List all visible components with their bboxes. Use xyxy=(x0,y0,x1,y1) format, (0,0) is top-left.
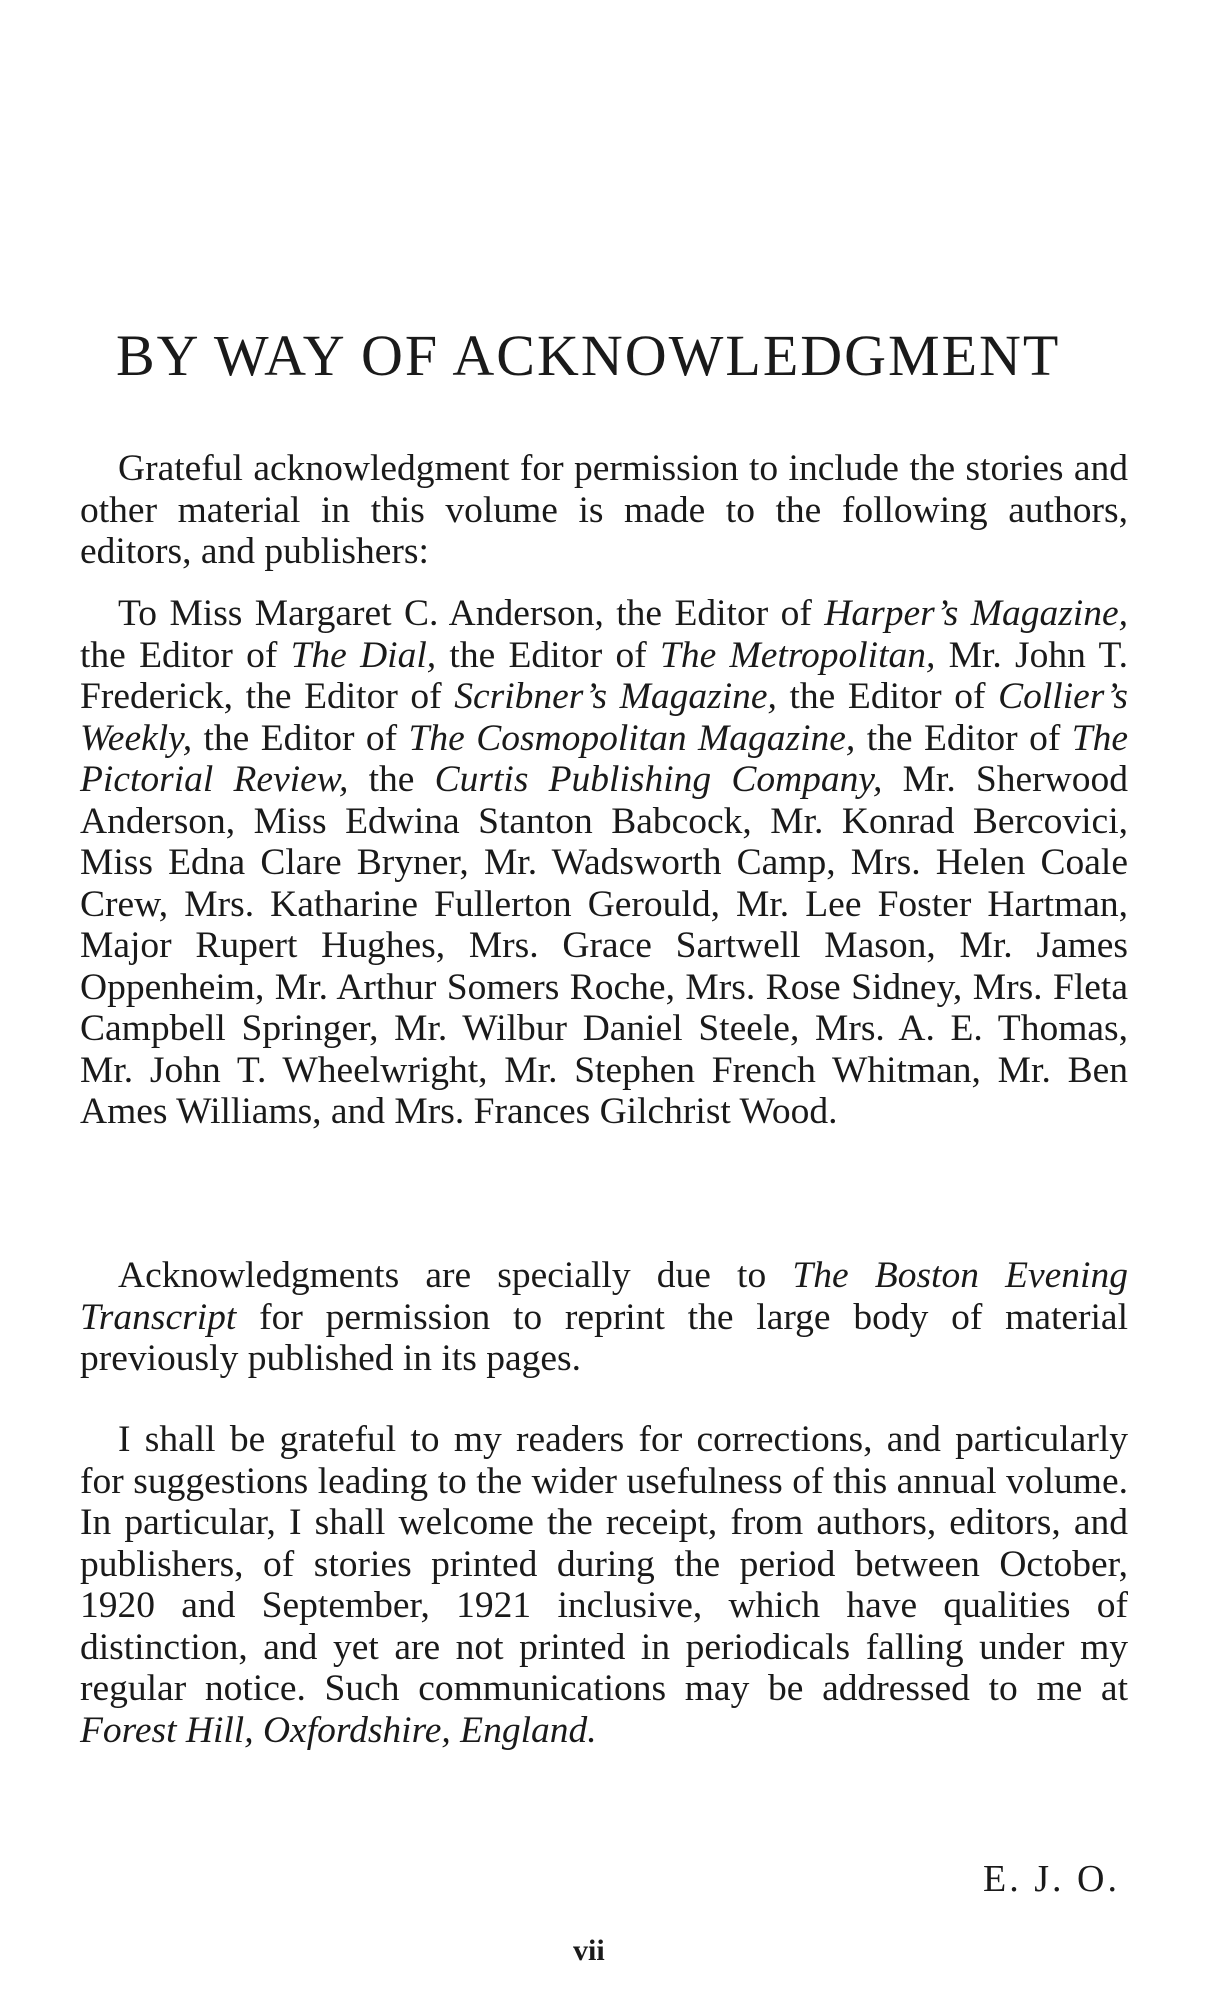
periodical-title: The Metropolitan, xyxy=(659,634,936,676)
text-segment: To Miss Margaret C. Anderson, the Editor of xyxy=(118,593,825,634)
publisher-name: Curtis Publishing Company, xyxy=(434,759,883,800)
page-title: BY WAY OF ACKNOWLEDGMENT xyxy=(116,323,1061,388)
periodical-title: The Boston Evening Transcript xyxy=(80,1255,1128,1338)
text-segment: Mr. John T. Frederick, the Editor of xyxy=(80,634,1128,717)
text-segment: the Editor of xyxy=(436,634,660,676)
text-segment: for permission to reprint the large body of material previously published in its pages. xyxy=(80,1296,1128,1379)
text-segment: the Editor of xyxy=(776,676,999,717)
text-segment: I shall be grateful to my readers for corrections, and particularly for suggestions leading to the wider usefulness of this annual volume. In particular, I shall welcome the receipt, from authors, editors, and publishers, of stories printed during the period between October, 1920 and September, 1921 inclusive, which have qualities of distinction, and yet are not printed in periodicals falling under my regular notice. Such communications may be addressed to me at xyxy=(80,1419,1128,1709)
acknowledgment-list-paragraph xyxy=(80,593,1128,1133)
address: Forest Hill, Oxfordshire, England. xyxy=(80,1709,597,1751)
text-segment: the Editor of xyxy=(80,634,291,676)
book-page xyxy=(80,0,1130,2011)
transcript-acknowledgment-paragraph xyxy=(80,1255,1128,1380)
author-initials: E. J. O. xyxy=(983,1858,1120,1900)
request-paragraph xyxy=(80,1419,1128,1751)
text-segment: the Editor of xyxy=(192,717,409,759)
text-segment: Mr. Sherwood Anderson, Miss Edwina Stanton Babcock, Mr. Konrad Bercovici, Miss Edna Clare Bryner, Mr. Wadsworth Camp, Mrs. Helen Coale Crew, Mrs. Katharine Fullerton Gerould, Mr. Lee Foster Hartman, Major Rupert Hughes, Mrs. Grace Sartwell Mason, Mr. James Oppenheim, Mr. Arthur Somers Roche, Mrs. Rose Sidney, Mrs. Fleta Campbell Springer, Mr. Wilbur Daniel Steele, Mrs. A. E. Thomas, Mr. John T. Wheelwright, Mr. Stephen French Whitman, Mr. Ben Ames Williams, and Mrs. Frances Gilchrist Wood. xyxy=(80,759,1128,1132)
text-segment: the xyxy=(348,759,435,800)
page-number: vii xyxy=(573,1934,605,1967)
text-segment: the Editor of xyxy=(855,717,1072,759)
periodical-title: Collier’s Weekly, xyxy=(80,676,1128,759)
periodical-title: The Cosmopolitan Magazine, xyxy=(408,717,856,759)
text-segment: Acknowledgments are specially due to xyxy=(118,1255,793,1296)
intro-paragraph: Grateful acknowledgment for permission to include the stories and other material in this volume is made to the following authors, editors, and publishers: xyxy=(80,448,1128,572)
periodical-title: The Dial, xyxy=(290,634,437,676)
periodical-title: Scribner’s Magazine, xyxy=(454,676,777,717)
periodical-title: The Pictorial Review, xyxy=(80,717,1128,800)
periodical-title: Harper’s Magazine, xyxy=(824,593,1128,634)
